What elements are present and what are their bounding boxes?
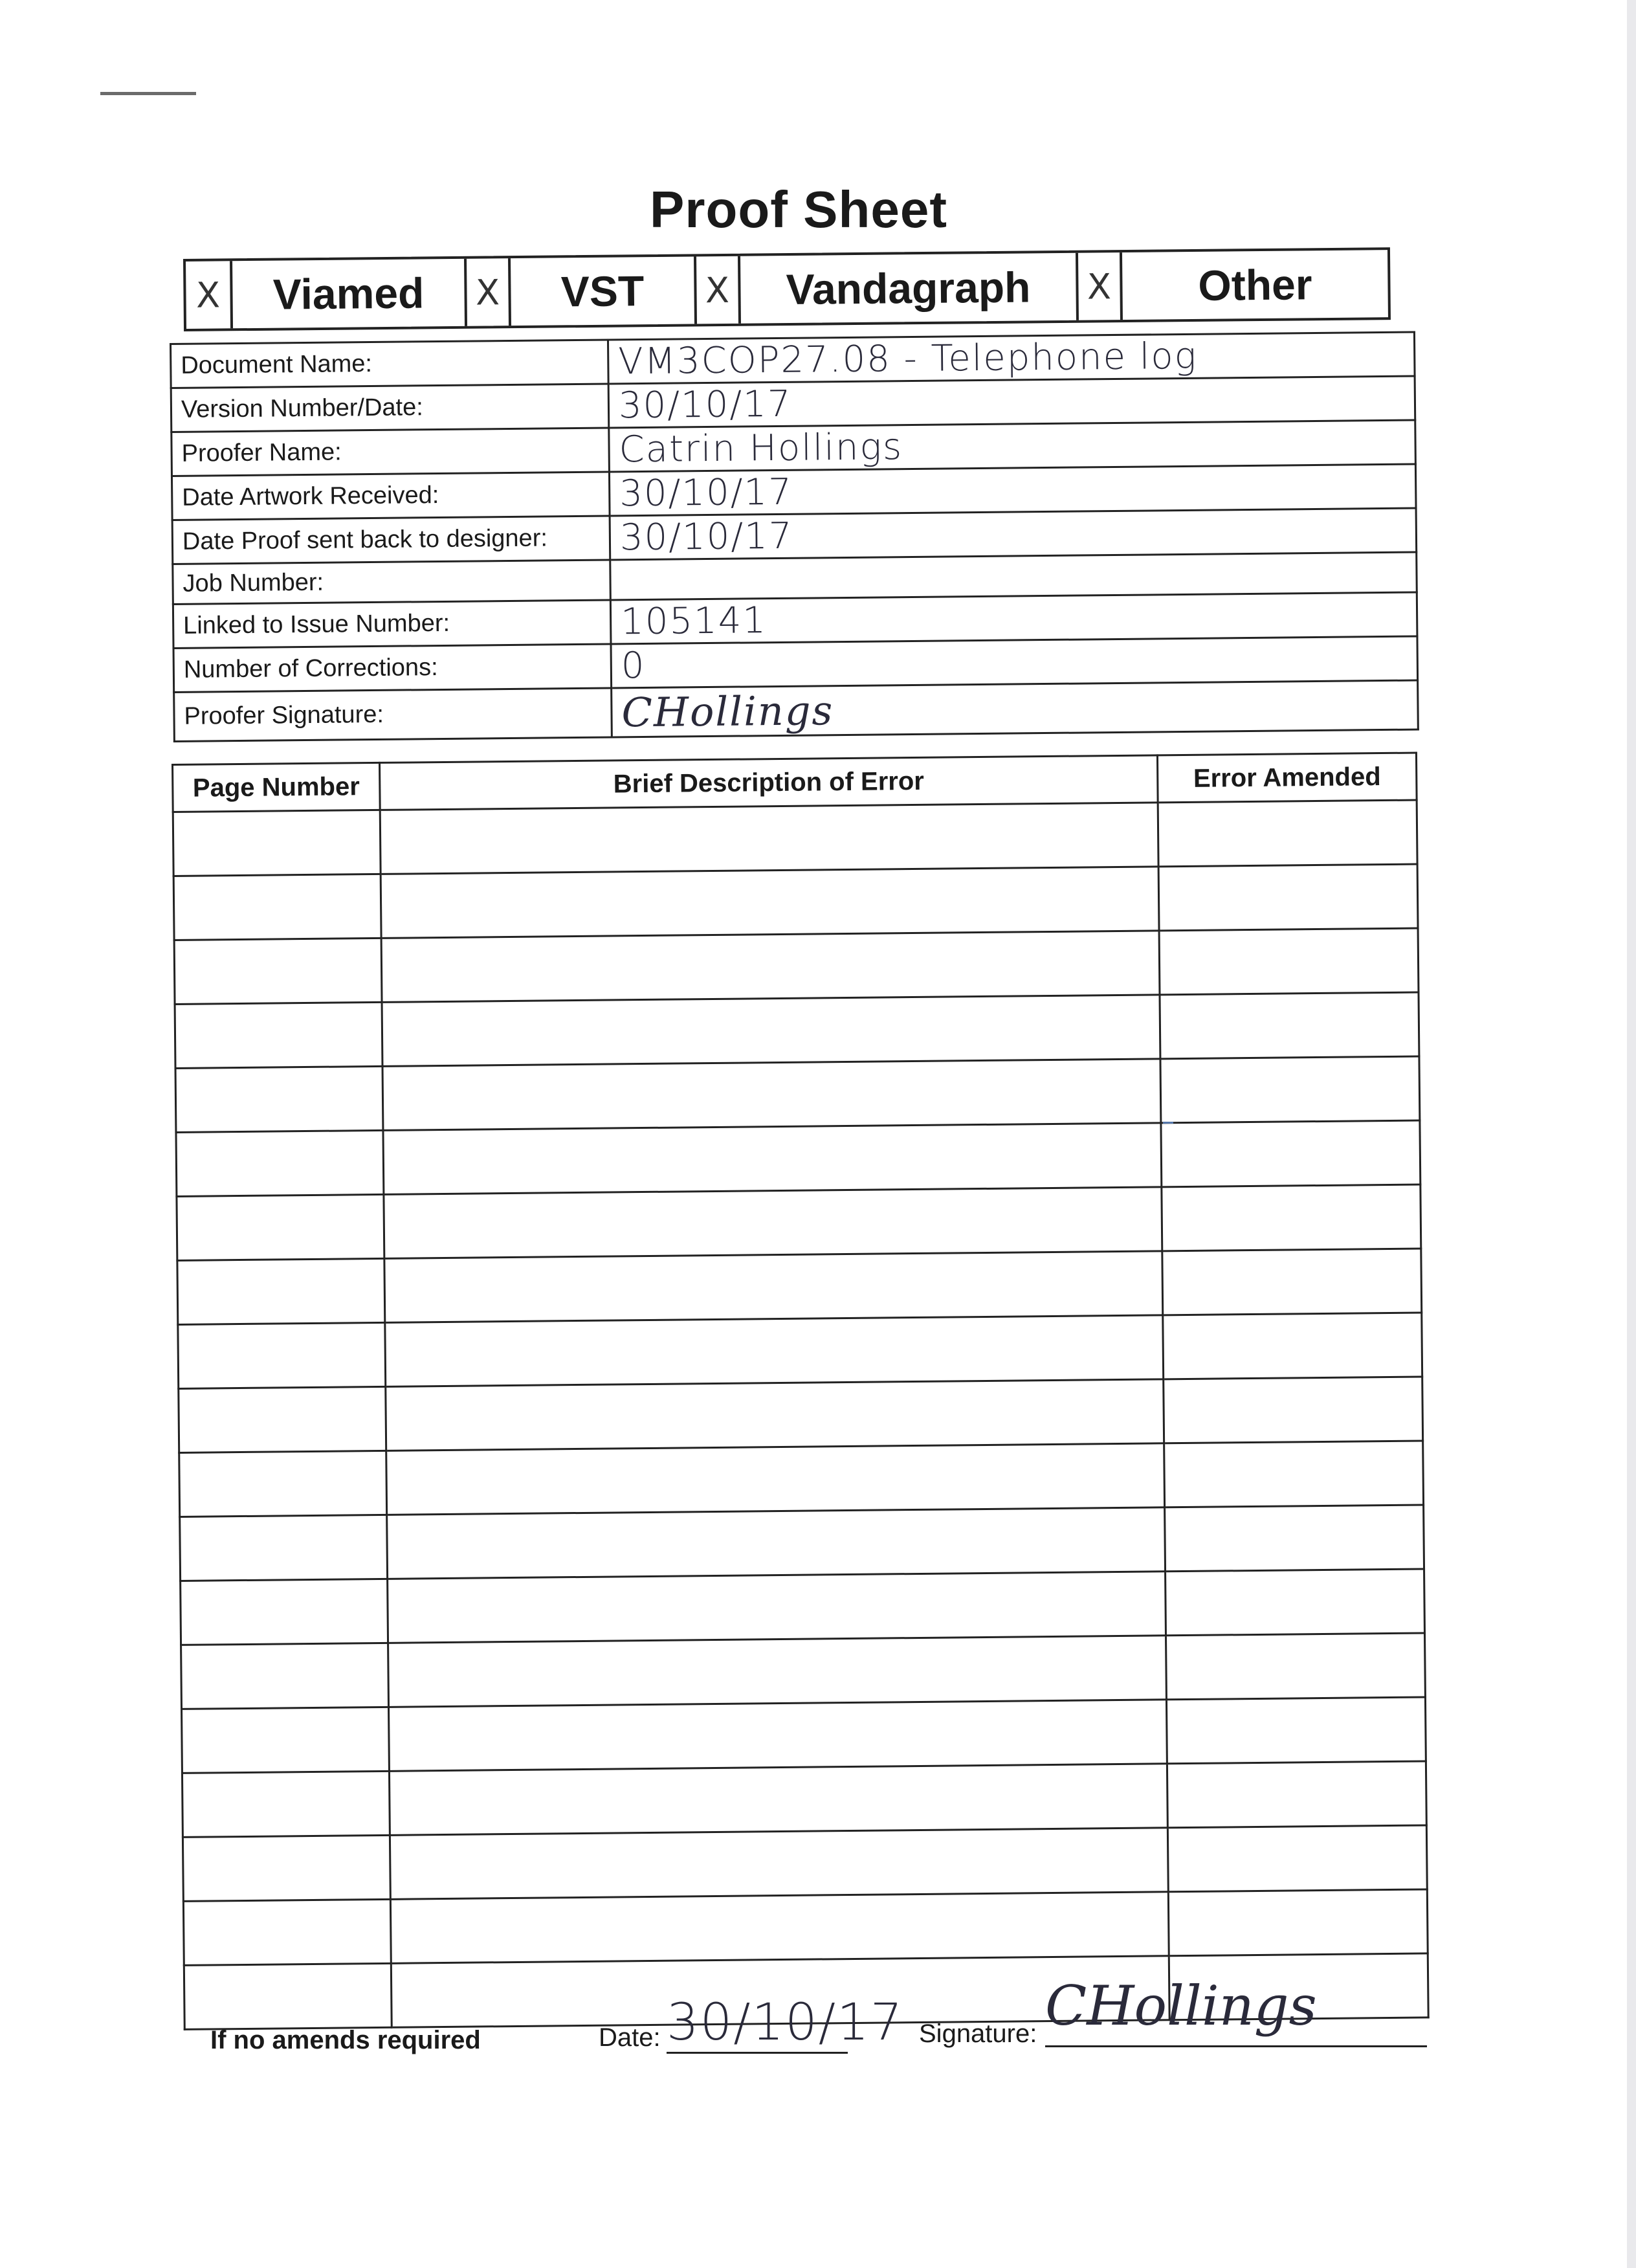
detail-label: Date Proof sent back to designer: (172, 516, 610, 564)
description-cell[interactable] (381, 931, 1160, 1003)
table-row (177, 1249, 1422, 1324)
checkbox-x-icon[interactable]: X (1076, 252, 1123, 320)
error-amended-cell[interactable] (1161, 1120, 1420, 1187)
page-number-cell[interactable] (173, 810, 381, 876)
table-row (183, 1889, 1428, 1965)
page-number-cell[interactable] (182, 1835, 390, 1901)
table-row (174, 928, 1419, 1004)
linked-issue-value[interactable]: 105141 (610, 592, 1417, 644)
description-cell[interactable] (382, 1059, 1161, 1131)
page-number-cell[interactable] (181, 1643, 389, 1709)
error-amended-cell[interactable] (1168, 1889, 1428, 1956)
description-cell[interactable] (386, 1443, 1165, 1515)
table-row (173, 864, 1418, 940)
detail-label: Date Artwork Received: (171, 472, 610, 520)
column-header-description: Brief Description of Error (379, 755, 1158, 810)
proof-sent-back-value[interactable]: 30/10/17 (610, 508, 1417, 560)
table-row (181, 1633, 1426, 1709)
company-option-other[interactable] (1076, 250, 1388, 320)
page-number-cell[interactable] (173, 874, 381, 940)
company-option-vandagraph[interactable] (694, 253, 1076, 324)
table-row (182, 1697, 1426, 1773)
table-row (178, 1313, 1422, 1388)
error-amended-cell[interactable] (1166, 1569, 1425, 1636)
page-number-cell[interactable] (182, 1771, 390, 1837)
page-edge (1627, 0, 1636, 2268)
description-cell[interactable] (384, 1187, 1162, 1259)
proofer-signature-value[interactable]: CHollings (612, 680, 1419, 737)
description-cell[interactable] (389, 1764, 1167, 1836)
error-amended-cell[interactable] (1164, 1377, 1423, 1443)
detail-label: Document Name: (171, 340, 609, 388)
company-selector-row (183, 247, 1391, 331)
errors-table-body (173, 800, 1428, 2029)
error-amended-cell[interactable] (1164, 1441, 1424, 1507)
description-cell[interactable] (388, 1636, 1167, 1707)
table-row (173, 800, 1417, 876)
version-date-value[interactable]: 30/10/17 (608, 376, 1415, 428)
error-amended-cell[interactable] (1167, 1761, 1426, 1828)
error-amended-cell[interactable] (1165, 1505, 1424, 1572)
page-number-cell[interactable] (180, 1515, 388, 1581)
column-header-error-amended: Error Amended (1157, 753, 1417, 803)
page-number-cell[interactable] (175, 1002, 382, 1068)
error-amended-cell[interactable] (1163, 1313, 1422, 1379)
table-row (182, 1825, 1427, 1901)
detail-label: Job Number: (173, 560, 611, 604)
errors-table (171, 752, 1430, 2030)
signature-label: Signature: (919, 2019, 1037, 2048)
no-amends-label: If no amends required (210, 2026, 481, 2054)
page-number-cell[interactable] (174, 938, 382, 1004)
error-amended-cell[interactable] (1167, 1825, 1427, 1892)
error-amended-cell[interactable] (1158, 864, 1418, 931)
signature-field[interactable]: CHollings (1045, 1974, 1427, 2047)
error-amended-cell[interactable] (1158, 800, 1417, 867)
table-row (179, 1377, 1423, 1452)
company-option-vst[interactable] (464, 256, 694, 326)
page-number-cell[interactable] (176, 1130, 384, 1196)
error-amended-cell[interactable] (1166, 1697, 1426, 1764)
table-row (175, 992, 1419, 1068)
description-cell[interactable] (380, 803, 1158, 874)
company-label: Other (1198, 260, 1312, 309)
table-row (179, 1441, 1424, 1517)
detail-label: Proofer Name: (171, 428, 610, 476)
company-label: VST (560, 267, 645, 316)
proofer-name-value[interactable]: Catrin Hollings (609, 420, 1416, 472)
table-row (175, 1056, 1420, 1132)
page-number-cell[interactable] (177, 1258, 385, 1324)
page-number-cell[interactable] (175, 1066, 383, 1132)
page-number-cell[interactable] (179, 1386, 386, 1452)
checkbox-x-icon[interactable]: X (186, 261, 233, 329)
document-name-value[interactable]: VM3COP27.08 - Telephone log (608, 332, 1415, 384)
corrections-count-value[interactable]: 0 (611, 636, 1418, 688)
description-cell[interactable] (389, 1700, 1167, 1772)
error-amended-cell[interactable] (1160, 992, 1419, 1059)
description-cell[interactable] (383, 1123, 1162, 1195)
description-cell[interactable] (381, 867, 1159, 939)
page-number-cell[interactable] (179, 1451, 387, 1517)
detail-label: Version Number/Date: (171, 384, 609, 432)
page-number-cell[interactable] (177, 1194, 384, 1260)
company-label: Vandagraph (786, 263, 1031, 314)
checkbox-x-icon[interactable]: X (694, 256, 741, 324)
page-number-cell[interactable] (178, 1322, 386, 1388)
detail-label: Linked to Issue Number: (173, 600, 611, 648)
company-option-viamed[interactable] (186, 259, 465, 329)
description-cell[interactable] (390, 1892, 1169, 1964)
table-row (182, 1761, 1426, 1837)
date-field[interactable]: 30/10/17 (667, 1994, 848, 2054)
description-cell[interactable] (386, 1379, 1164, 1451)
document-details-table (170, 331, 1419, 742)
column-header-page-number: Page Number (173, 762, 381, 812)
stray-pen-mark (1163, 1122, 1173, 1124)
date-label: Date: (599, 2023, 661, 2052)
checkbox-x-icon[interactable]: X (464, 258, 511, 326)
description-cell[interactable] (388, 1572, 1166, 1643)
description-cell[interactable] (390, 1828, 1168, 1900)
description-cell[interactable] (387, 1507, 1166, 1579)
description-cell[interactable] (382, 995, 1160, 1067)
table-row (177, 1184, 1421, 1260)
stray-dash-mark (100, 92, 196, 95)
company-label: Viamed (272, 269, 425, 318)
description-cell[interactable] (385, 1315, 1164, 1387)
description-cell[interactable] (384, 1251, 1163, 1323)
error-amended-cell[interactable] (1160, 1056, 1420, 1123)
table-row (181, 1569, 1425, 1645)
error-amended-cell[interactable] (1159, 928, 1419, 995)
artwork-received-value[interactable]: 30/10/17 (609, 464, 1416, 516)
error-amended-cell[interactable] (1162, 1249, 1422, 1315)
detail-label: Proofer Signature: (174, 688, 612, 741)
page-number-cell[interactable] (183, 1899, 391, 1965)
error-amended-cell[interactable] (1162, 1184, 1421, 1251)
table-row (176, 1120, 1420, 1196)
table-row (180, 1505, 1424, 1581)
page-title: Proof Sheet (650, 181, 947, 238)
error-amended-cell[interactable] (1166, 1633, 1425, 1700)
detail-label: Number of Corrections: (173, 644, 612, 692)
footer (210, 1974, 1427, 2071)
page-number-cell[interactable] (181, 1579, 388, 1645)
page-number-cell[interactable] (182, 1707, 390, 1773)
